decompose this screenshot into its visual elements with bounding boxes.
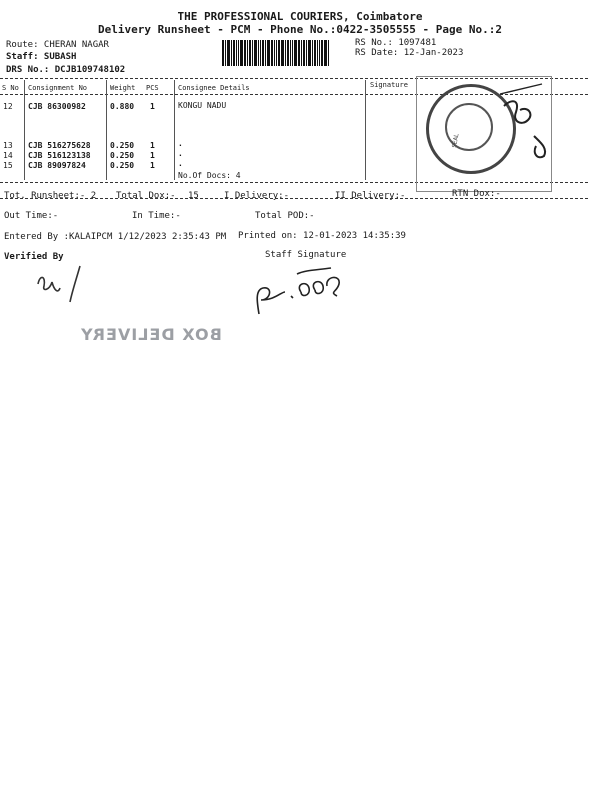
row-consignee: KONGU NADU	[178, 101, 227, 110]
col-divider	[24, 80, 25, 180]
total-dox-value: 15	[188, 191, 199, 201]
row-sno: 12	[3, 102, 13, 111]
row-sno: 13	[3, 141, 13, 150]
totals-rule	[0, 198, 588, 199]
verified-by: Verified By	[4, 252, 64, 262]
row-consignee: .	[178, 149, 183, 158]
row-weight: 0.250	[110, 151, 135, 160]
row-pcs: 1	[150, 102, 155, 111]
row-consignee: .	[178, 139, 183, 148]
row-pcs: 1	[150, 161, 155, 170]
col-header-sno: S No	[2, 84, 19, 92]
row-consignment: CJB 516123138	[28, 151, 91, 160]
row-sno: 14	[3, 151, 13, 160]
row-pcs: 1	[150, 141, 155, 150]
col-divider	[106, 80, 107, 180]
col-header-consignee: Consignee Details	[178, 84, 250, 92]
row-sno: 15	[3, 161, 13, 170]
ii-delivery: II Delivery:-	[335, 191, 406, 201]
total-pod: Total POD:-	[255, 211, 315, 221]
row-consignment: CJB 89097824	[28, 161, 86, 170]
in-time: In Time:-	[132, 211, 181, 221]
svg-text:SEAL: SEAL	[451, 132, 461, 149]
row-consignee: .	[178, 159, 183, 168]
runsheet-title: Delivery Runsheet - PCM - Phone No.:0422-3505555 - Page No.:2	[98, 23, 502, 36]
col-header-consignment: Consignment No	[28, 84, 88, 92]
signature-scribble	[416, 76, 550, 190]
col-header-signature: Signature	[370, 81, 408, 89]
row-weight: 0.250	[110, 161, 135, 170]
rs-date: RS Date: 12-Jan-2023	[355, 48, 464, 58]
row-weight: 0.250	[110, 141, 135, 150]
row-consignment: CJB 516275628	[28, 141, 91, 150]
total-dox-label: Total Dox:-	[116, 191, 176, 201]
entered-by: Entered By :KALAIPCM 1/12/2023 2:35:43 PM	[4, 232, 227, 242]
rs-number: RS No.: 1097481	[355, 38, 437, 48]
drs-number: DRS No.: DCJB109748102	[6, 65, 126, 75]
staff-signature-label: Staff Signature	[265, 250, 347, 260]
verifier-signature	[30, 260, 110, 310]
staff-signature	[245, 262, 365, 322]
out-time: Out Time:-	[4, 211, 59, 221]
tot-runsheet: Tot. Runsheet:- 2	[4, 191, 97, 201]
row-weight: 0.880	[110, 102, 135, 111]
barcode	[222, 40, 346, 66]
col-divider	[174, 80, 175, 180]
route-label: Route: CHERAN NAGAR	[6, 40, 109, 50]
row-consignment: CJB 86300982	[28, 102, 86, 111]
company-title: THE PROFESSIONAL COURIERS, Coimbatore	[177, 10, 423, 23]
col-header-pcs: PCS	[146, 84, 159, 92]
col-header-weight: Weight	[110, 84, 136, 92]
rtn-dox: RTN Dox:-	[452, 189, 501, 199]
i-delivery: I Delivery:-	[224, 191, 290, 201]
row-pcs: 1	[150, 151, 155, 160]
col-divider	[365, 80, 366, 180]
no-of-docs: No.Of Docs: 4	[178, 171, 241, 180]
staff-label: Staff: SUBASH	[6, 52, 77, 62]
box-delivery-watermark: BOX DELIVERY	[80, 325, 222, 344]
printed-on: Printed on: 12-01-2023 14:35:39	[238, 231, 406, 241]
